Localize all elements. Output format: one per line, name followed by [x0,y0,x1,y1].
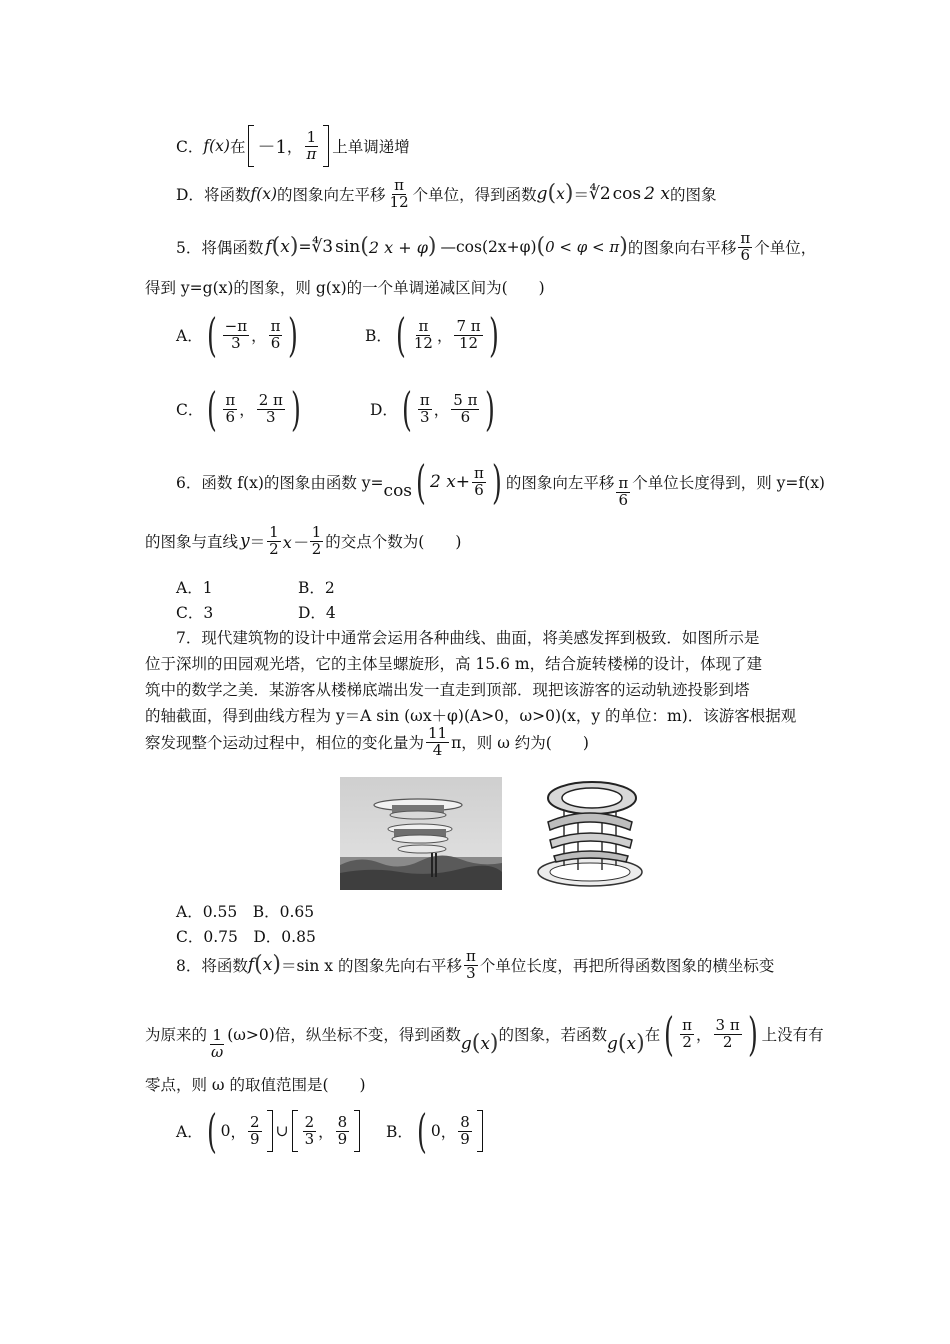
q4-option-c [176,125,410,167]
interval-start: 0 [220,1122,231,1140]
fraction: $\frac{1}{\pi}$ [306,127,317,163]
text: 察发现整个运动过程中，相位的变化量为 [145,734,425,753]
fraction: $\frac{1}{2}$ [311,523,322,558]
math-fx: f(x) [203,137,230,155]
comma: ， [286,138,303,156]
spiral-model-drawing [532,774,650,890]
equals: ＝ [249,533,266,552]
text: 个单位，得到函数 [412,186,537,205]
fraction: $\frac{\pi}{6}$ [270,316,281,352]
question-number: 5．将偶函数 [176,239,264,258]
right-bracket [323,125,329,167]
q5-option-c: C． ( $\frac{\pi}{6}$ ， $\frac{2 \pi}{3}$ ) [176,382,301,436]
text: 的图象向右平移 [627,239,737,258]
root: ∜3 [311,237,334,258]
text: (ω>0)倍，纵坐标不变，得到函数 [227,1026,461,1045]
math-y: y [240,531,250,552]
q8-line2: 为原来的 $\frac{1}{\omega}$ (ω>0)倍，纵坐标不变，得到函数 g ( x ) 的图象，若函数 g ( x ) 在 ( $\frac{\pi}{2}$ ， $\frac{3 \pi}{2}$ ) 上没有有 [145,1007,824,1062]
option-label: C． [176,138,204,156]
q6-option-a: A．1 [176,579,213,597]
fraction: $\frac{\pi}{6}$ [474,464,484,499]
fraction: $\frac{\pi}{6}$ [225,390,236,426]
math-x: x [626,1034,637,1055]
tower-photo [340,777,502,890]
comma: ， [239,401,255,419]
fraction: $\frac{8}{9}$ [337,1112,348,1148]
condition: 0 < φ < π [545,238,620,257]
text: 将函数 [203,186,251,205]
text: 的图象向左平移 [505,474,615,493]
option-label: A． [176,1123,203,1141]
q7-options-cd: C．0.75 D．0.85 [176,928,316,946]
q8-line3: 零点，则 ω 的取值范围是( ) [145,1076,366,1094]
q5-line1: 5．将偶函数 f ( x ) = ∜3 sin ( 2 x + φ ) —cos(2x+φ) ( 0 < φ < π ) 的图象向右平移 $\frac{\pi}{6}$ 个单位， [176,229,817,264]
text: 的图象 [669,186,717,205]
left-bracket [292,1110,298,1152]
q7-line1: 7．现代建筑物的设计中通常会运用各种曲线、曲面，将美感发挥到极致．如图所示是 [176,629,760,647]
text: 上没有有 [761,1026,824,1045]
q6-option-b: B．2 [298,579,335,597]
arg: 2 x+ [429,472,471,493]
option-label: C． [176,401,204,419]
text: 的图象向左平移 [277,186,386,205]
text: 的交点个数为( ) [325,533,462,552]
text: —cos(2x+φ) [440,238,537,257]
q6-option-c: C．3 [176,604,214,622]
cos: cos [612,184,642,205]
text: 个单位， [754,239,817,258]
math-f: f [247,955,255,976]
fraction: $\frac{5 \pi}{6}$ [453,390,478,426]
comma: ， [696,1026,712,1045]
fraction: $\frac{\pi}{2}$ [682,1016,693,1051]
comma: ， [436,327,453,345]
fraction: $\frac{\pi}{12}$ [413,316,433,352]
math-x: x [556,185,565,204]
paren: ) [564,181,574,207]
comma: ， [230,1123,247,1141]
option-label: B． [365,327,392,345]
fraction: $\frac{7 \pi}{12}$ [456,316,481,352]
math-f: f [265,237,272,258]
interval-start: 0 [430,1122,441,1140]
equals: = [298,238,312,257]
q8-option-a: A． ( 0 ， $\frac{2}{9}$ ∪ $\frac{2}{3}$ ， $\frac{8}{9}$ [176,1108,363,1154]
q5-option-b: B． ( $\frac{\pi}{12}$ ， $\frac{7 \pi}{12}$ ) [365,308,499,362]
fraction: $\frac{2}{3}$ [304,1112,315,1148]
option-label: B． [386,1123,413,1141]
root: ∜2 [589,184,611,205]
sin: sin [335,237,361,258]
fraction: $\frac{-\pi}{3}$ [224,316,248,352]
math-x: x [280,237,290,258]
question-number: 8．将函数 [176,957,248,976]
q6-line1: 6．函数 f(x)的图象由函数 y= cos ( 2 x+ $\frac{\pi}{6}$ ) 的图象向左平移 $\frac{\pi}{6}$ 个单位长度得到，则 y=f(x) [176,455,825,510]
comma: ， [318,1123,334,1141]
text: ＝sin x 的图象先向右平移 [280,957,462,976]
fraction: $\frac{1}{\omega}$ [211,1026,224,1061]
paren: ( [547,181,557,207]
text: π，则 ω 约为( ) [451,734,589,753]
math-x: x [262,955,273,976]
text: 在 [644,1026,661,1045]
fraction: $\frac{1}{2}$ [269,523,279,558]
right-bracket [354,1110,360,1152]
text: 的图象与直线 [145,533,239,552]
left-bracket [248,125,254,167]
fraction: $\frac{11}{4}$ [428,724,448,759]
interval-start: －1 [257,137,287,158]
q8-line1: 8．将函数 f ( x ) ＝sin x 的图象先向右平移 $\frac{\pi}{3}$ 个单位长度，再把所得函数图象的横坐标变 [176,947,775,982]
text: 上单调递增 [332,138,410,156]
q6-line2 [145,525,461,558]
arg: 2 x + φ [368,237,428,257]
q5-option-a: A． ( $\frac{-\pi}{3}$ ， $\frac{\pi}{6}$ ) [176,308,299,362]
equals: ＝ [573,186,589,205]
math-g: g [536,184,548,205]
q6-option-d: D．4 [298,604,336,622]
fraction: $\frac{\pi}{6}$ [740,229,751,264]
math-g: g [460,1034,472,1055]
text: 个单位长度，再把所得函数图象的横坐标变 [479,957,775,976]
q7-line3: 筑中的数学之美．某游客从楼梯底端出发一直走到顶部．现把该游客的运动轨迹投影到塔 [145,681,750,699]
fraction: $\frac{2 \pi}{3}$ [258,390,283,426]
q8-option-b: B． ( 0 ， $\frac{8}{9}$ [386,1108,486,1154]
q7-line4: 的轴截面，得到曲线方程为 y＝A sin (ωx＋φ)(A>0，ω>0)(x，y 的单位：m)．该游客根据观 [145,707,797,725]
q7-line5 [145,726,589,759]
option-label: A． [176,327,203,345]
question-number: 6．函数 f(x)的图象由函数 y= [176,474,384,493]
option-label: D． [370,401,398,419]
q4-option-d [176,178,716,211]
text: 的图象，若函数 [498,1026,608,1045]
right-bracket [267,1110,273,1152]
text: 在 [229,138,246,156]
q5-option-d: D． ( $\frac{\pi}{3}$ ， $\frac{5 \pi}{6}$ ) [370,382,496,436]
math-x: x [480,1034,490,1055]
arg: 2 x [644,184,670,205]
q7-line2: 位于深圳的田园观光塔，它的主体呈螺旋形，高 15.6 m，结合旋转楼梯的设计，体现了建 [145,655,763,673]
fraction: $\frac{2}{9}$ [250,1112,260,1148]
math-g: g [607,1034,618,1055]
fraction: $\frac{8}{9}$ [460,1112,470,1148]
cos: cos [383,481,413,502]
text: 个单位长度得到，则 y=f(x) [632,474,825,493]
fraction: $\frac{\pi}{3}$ [419,390,430,426]
math-x: x－ [282,532,308,552]
comma: ， [433,401,450,419]
text: 为原来的 [145,1026,208,1045]
comma: ， [440,1123,457,1141]
comma: ， [251,327,267,345]
union: ∪ [275,1122,289,1140]
math-fx: f(x) [250,185,278,204]
fraction: $\frac{\pi}{3}$ [465,947,476,982]
fraction: $\frac{\pi}{6}$ [618,474,629,509]
q5-line2: 得到 y=g(x)的图象，则 g(x)的一个单调递减区间为( ) [145,279,545,297]
option-label: D． [176,186,204,205]
right-bracket [477,1110,483,1152]
q7-options-ab: A．0.55 B．0.65 [176,903,315,921]
fraction: $\frac{3 \pi}{2}$ [715,1016,740,1051]
fraction: $\frac{\pi}{12}$ [389,176,409,211]
